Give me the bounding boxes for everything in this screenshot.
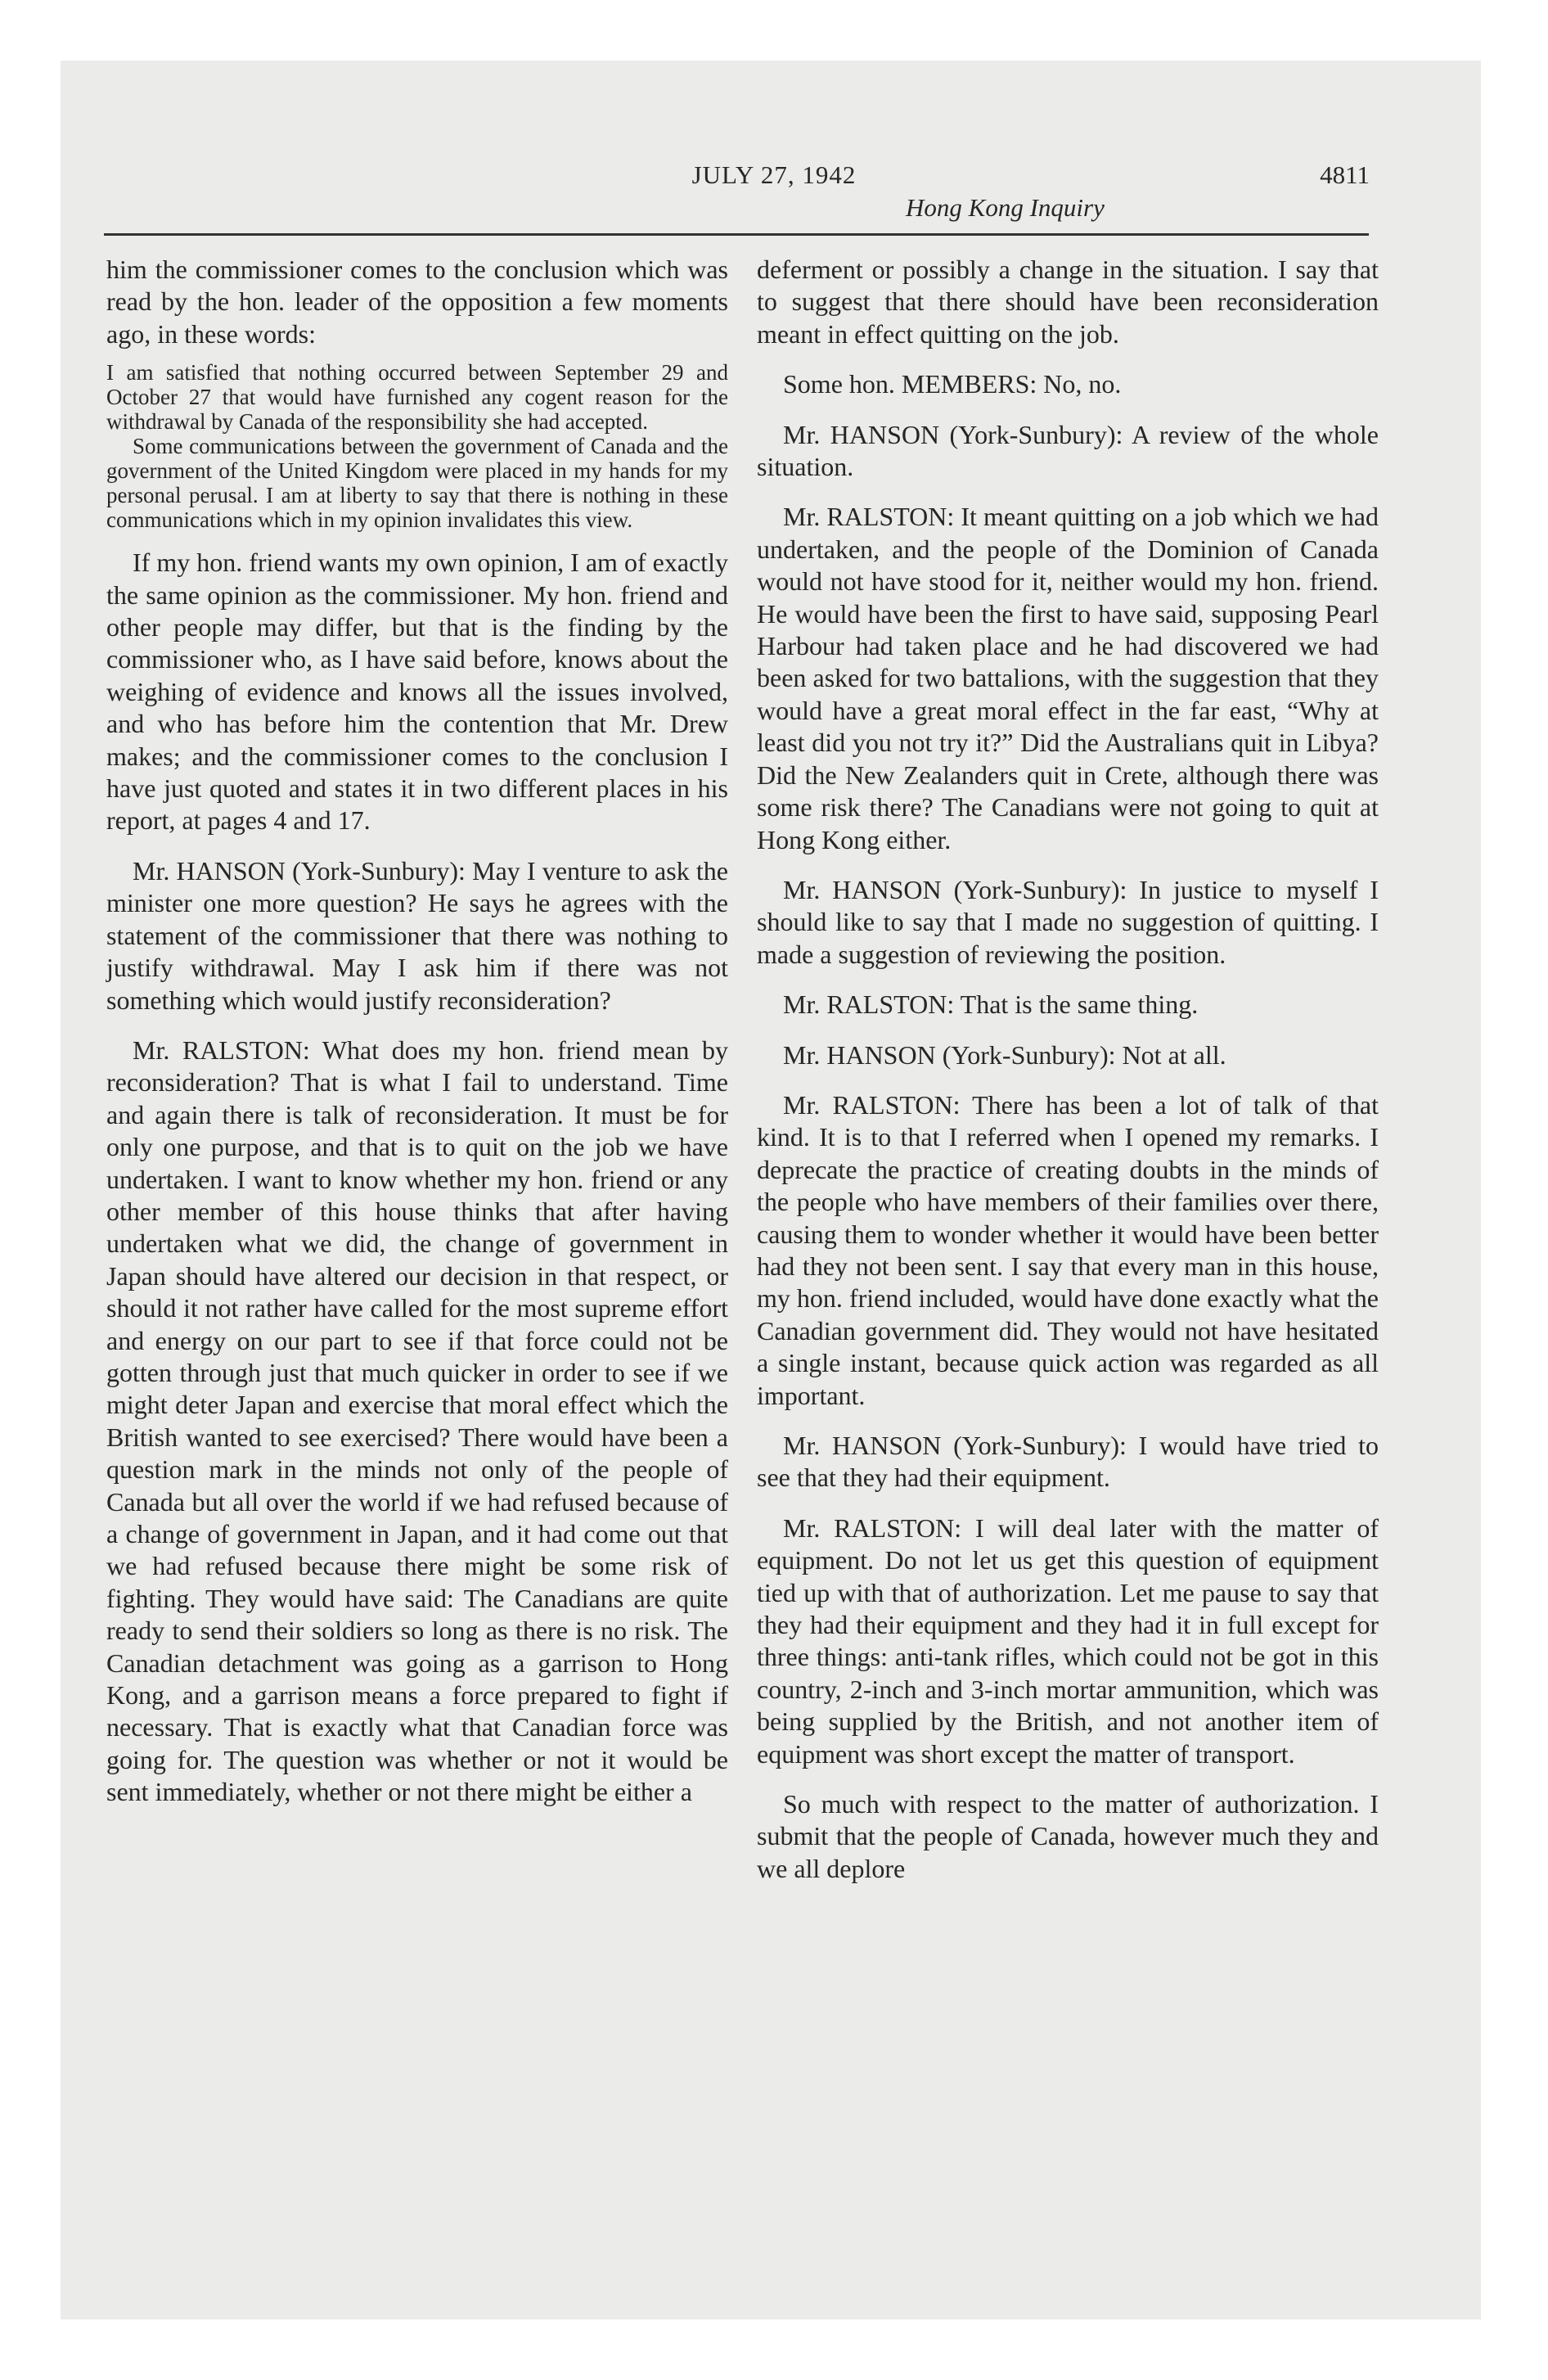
paragraph: Mr. RALSTON: What does my hon. friend mean by reconsideration? That is what I fail to understand. Time and again there is talk of reconsideration. It must be for only one purpose, and that is to quit on the job we have undertaken. I want to know whether my hon. friend or any other member of this house thinks that after having undertaken what we did, the change of government in Japan should have altered our decision in that respect, or should it not rather have called for the most supreme effort and energy on our part to see if that force could not be gotten through just that much quicker in order to see if we might deter Japan and exercise that moral effect which the British wanted to see exercised? There would have been a question mark in the minds not only of the people of Canada but all over the world if we had refused because of a change of government in Japan, and it had come out that we had refused because there might be some risk of fighting. They would have said: The Canadians are quite ready to send their soldiers so long as there is no risk. The Canadian detachment was going as a garrison to Hong Kong, and a garrison means a force prepared to fight if necessary. That is exactly what that Canadian force was going for. The question was whether or not it would be sent immediately, whether or not there might be either a bbox=[106, 1034, 728, 1807]
paragraph: Mr. RALSTON: That is the same thing. bbox=[783, 989, 1199, 1020]
block-quote: Some communications between the government of Canada and the government of the United Kingdom were placed in my hands for my personal perusal. I am at liberty to say that there is nothing in these communications which in my opinion invalidates this view. bbox=[106, 434, 728, 533]
left-column bbox=[106, 254, 728, 1809]
paragraph: him the commissioner comes to the conclusion which was read by the hon. leader of the opposition a few moments ago, in these words: bbox=[106, 255, 728, 349]
paragraph: So much with respect to the matter of authorization. I submit that the people of Canada, however much they and we all deplore bbox=[757, 1789, 1379, 1883]
paragraph: Mr. HANSON (York-Sunbury): A review of the whole situation. bbox=[757, 419, 1379, 482]
paragraph: If my hon. friend wants my own opinion, I am of exactly the same opinion as the commissioner. My hon. friend and other people may differ, but that is the finding by the commissioner who, as I have said before, knows about the weighing of evidence and knows all the issues involved, and who has before him the contention that Mr. Drew makes; and the commissioner comes to the conclusion I have just quoted and states it in two different places in his report, at pages 4 and 17. bbox=[106, 548, 728, 836]
header-rule bbox=[104, 233, 1369, 236]
paragraph: Mr. RALSTON: I will deal later with the matter of equipment. Do not let us get this question of equipment tied up with that of authorization. Let me pause to say that they had their equipment and they had it in full except for three things: anti-tank rifles, which could not be got in this country, 2-inch and 3-inch mortar ammunition, which was being supplied by the British, and not another item of equipment was short except the matter of transport. bbox=[757, 1512, 1379, 1769]
paragraph: Mr. HANSON (York-Sunbury): May I venture to ask the minister one more question? He says he agrees with the statement of the commissioner that there was nothing to justify withdrawal. May I ask him if there was not something which would justify reconsideration? bbox=[106, 855, 728, 1015]
paragraph: Some hon. MEMBERS: No, no. bbox=[783, 369, 1122, 399]
paragraph: Mr. HANSON (York-Sunbury): In justice to myself I should like to say that I made no suggestion of quitting. I made a suggestion of reviewing the position. bbox=[757, 874, 1379, 969]
right-column bbox=[757, 254, 1379, 1885]
paragraph: Mr. RALSTON: It meant quitting on a job which we had undertaken, and the people of the Dominion of Canada would not have stood for it, neither would my hon. friend. He would have been the first to have said, supposing Pearl Harbour had taken place and he had discovered we had been asked for two battalions, with the suggestion that they would have a great moral effect in the far east, “Why at least did you not try it?” Did the Australians quit in Libya? Did the New Zealanders quit in Crete, although there was some risk there? The Canadians were not going to quit at Hong Kong either. bbox=[757, 502, 1379, 854]
paragraph: Mr. HANSON (York-Sunbury): I would have tried to see that they had their equipment. bbox=[757, 1431, 1379, 1493]
page-number: 4811 bbox=[1320, 160, 1370, 189]
paragraph: Mr. HANSON (York-Sunbury): Not at all. bbox=[783, 1039, 1226, 1070]
block-quote: I am satisfied that nothing occurred between September 29 and October 27 that would have furnished any cogent reason for the withdrawal by Canada of the responsibility she had accepted. bbox=[106, 360, 728, 435]
section-title: Hong Kong Inquiry bbox=[906, 193, 1105, 222]
paragraph: deferment or possibly a change in the situation. I say that to suggest that there should have been reconsideration meant in effect quitting on the job. bbox=[757, 255, 1379, 349]
paragraph: Mr. RALSTON: There has been a lot of talk of that kind. It is to that I referred when I opened my remarks. I deprecate the practice of creating doubts in the minds of the people who have members of their families over there, causing them to wonder whether it would have been better had they not been sent. I say that every man in this house, my hon. friend included, would have done exactly what the Canadian government did. They would not have hesitated a single instant, because quick action was regarded as all important. bbox=[757, 1089, 1379, 1410]
page-date: JULY 27, 1942 bbox=[691, 160, 857, 189]
